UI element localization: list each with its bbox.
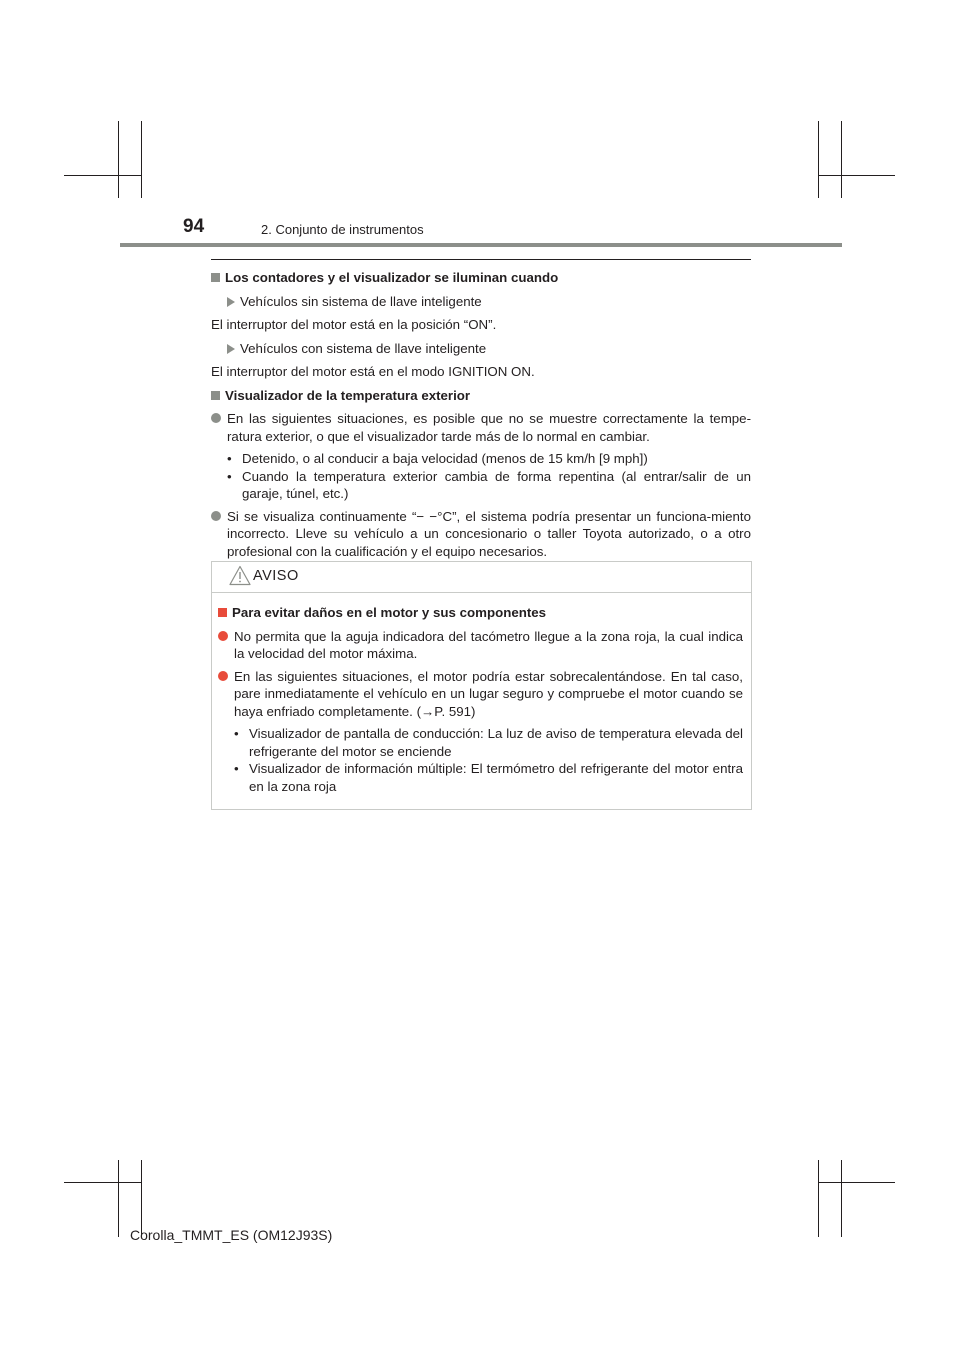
round-bullet-icon: [211, 511, 221, 521]
sub-bullet-list: [211, 450, 751, 503]
warning-title: AVISO: [253, 568, 299, 584]
sub-bullet-marker: •: [227, 451, 232, 466]
sub-bullet-marker: •: [234, 726, 239, 741]
sub-bullet-text: Detenido, o al conducir a baja velocidad (menos de 15 km/h [9 mph]): [242, 451, 648, 466]
section-title-text: Los contadores y el visualizador se iluminan cuando: [225, 270, 559, 285]
warning-bullet-item: [218, 628, 743, 663]
sub-bullet-marker: •: [227, 468, 232, 484]
crop-mark: [64, 175, 141, 176]
condition-text: El interruptor del motor está en el modo IGNITION ON.: [211, 364, 535, 379]
condition-label: [211, 293, 751, 311]
condition-label: [211, 340, 751, 358]
sub-bullet-item: [218, 725, 743, 760]
crop-mark: [818, 175, 895, 176]
crop-mark: [118, 121, 119, 198]
section-divider: [211, 259, 751, 260]
warning-triangle-icon: [229, 565, 251, 586]
round-bullet-icon: [218, 631, 228, 641]
sub-bullet-text: Cuando la temperatura exterior cambia de forma repentina (al entrar/salir de un garaje, túnel, etc.): [242, 468, 751, 501]
footer-document-code: Corolla_TMMT_ES (OM12J93S): [130, 1227, 333, 1243]
sub-bullet-item: [211, 450, 751, 468]
warning-section-title: [218, 604, 743, 622]
bullet-item: [211, 508, 751, 561]
crop-mark: [841, 1160, 842, 1237]
square-bullet-icon: [218, 608, 227, 617]
warning-content: [212, 593, 751, 795]
warning-section-title-text: Para evitar daños en el motor y sus componentes: [232, 605, 547, 620]
warning-bullet-item: [218, 668, 743, 721]
round-bullet-icon: [211, 413, 221, 423]
section-title-text: Visualizador de la temperatura exterior: [225, 387, 471, 403]
crop-mark: [818, 1182, 895, 1183]
round-bullet-icon: [218, 671, 228, 681]
sub-bullet-marker: •: [234, 761, 239, 776]
warning-bullet-text: En las siguientes situaciones, el motor podría estar sobrecalentándose. En tal caso, pare inmediatamente el vehículo en un lugar seguro y compruebe el motor cuando se haya enfriado completamente. (→P. 591): [234, 668, 743, 719]
triangle-bullet-icon: [227, 297, 235, 307]
page-number: 94: [183, 216, 205, 237]
running-head: 2. Conjunto de instrumentos: [261, 222, 424, 237]
condition-label-text: Vehículos sin sistema de llave inteligente: [240, 293, 482, 309]
crop-mark: [64, 1182, 141, 1183]
section-title-illumination: [211, 269, 751, 287]
condition-label-text: Vehículos con sistema de llave inteligente: [240, 340, 487, 356]
warning-bullet-text: No permita que la aguja indicadora del tacómetro llegue a la zona roja, la cual indica la velocidad del motor máxima.: [234, 628, 743, 661]
square-bullet-icon: [211, 391, 220, 400]
section-title-temperature: [211, 387, 751, 405]
crop-mark: [141, 121, 142, 198]
header-rule: [120, 243, 842, 247]
crop-mark: [141, 1160, 142, 1237]
triangle-bullet-icon: [227, 344, 235, 354]
warning-box: [211, 561, 752, 810]
sub-bullet-text: Visualizador de pantalla de conducción: La luz de aviso de temperatura elevada del refrigerante del motor se enciende: [249, 726, 743, 759]
warning-sub-bullet-list: [218, 725, 743, 795]
bullet-text: En las siguientes situaciones, es posible que no se muestre correctamente la tempe-ratura exterior, o que el visualizador tarde más de lo normal en cambiar.: [227, 411, 751, 444]
crop-mark: [818, 121, 819, 198]
crop-mark: [818, 1160, 819, 1237]
warning-header: [212, 562, 751, 593]
bullet-text: Si se visualiza continuamente “− −°C”, el sistema podría presentar un funciona-miento incorrecto. Lleve su vehículo a un concesionario o taller Toyota autorizado, o a otro profesional con la cualificación y el equipo necesarios.: [227, 508, 751, 559]
condition-text: El interruptor del motor está en la posición “ON”.: [211, 317, 497, 332]
sub-bullet-item: [218, 760, 743, 795]
main-content: [211, 259, 751, 565]
crop-mark: [118, 1160, 119, 1237]
sub-bullet-text: Visualizador de información múltiple: El termómetro del refrigerante del motor entra en la zona roja: [249, 761, 743, 794]
crop-mark: [841, 121, 842, 198]
square-bullet-icon: [211, 273, 220, 282]
sub-bullet-item: [211, 468, 751, 503]
bullet-item: [211, 410, 751, 445]
